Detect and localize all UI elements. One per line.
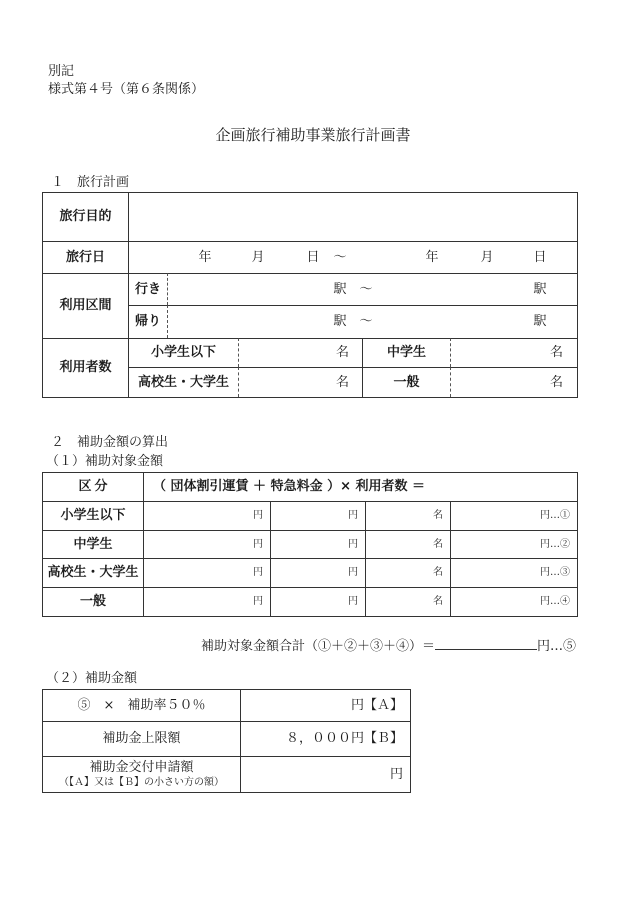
group-fare-cell: 円 <box>143 501 270 530</box>
end-month-unit: 月 <box>480 249 494 265</box>
route-return-field <box>167 305 577 338</box>
route-outbound-units <box>168 274 577 305</box>
subsidy-amount-table <box>42 689 411 793</box>
user-count-label: 利用者数 <box>42 338 128 397</box>
user-count-cell: 名 <box>365 501 450 530</box>
route-separator: ～ <box>359 281 373 297</box>
travel-date-row <box>42 241 577 273</box>
route-outbound-field <box>167 273 577 305</box>
person-unit: 名 <box>550 374 564 390</box>
route-return-label: 帰り <box>128 305 167 338</box>
subtotal-cell: 円…③ <box>450 558 577 587</box>
subsidy-target-row <box>42 530 577 558</box>
formula-column-header: （ 団体割引運賃 ＋ 特急料金 ）× 利用者数 ＝ <box>143 472 577 501</box>
subsidy-amount-body <box>42 689 410 792</box>
person-unit: 名 <box>335 345 349 360</box>
total-amount-blank <box>435 636 537 650</box>
user-category-junior-high: 中学生 <box>362 338 450 367</box>
travel-date-field <box>128 241 577 273</box>
travel-purpose-label: 旅行目的 <box>42 192 128 241</box>
subsidy-rate-label: ⑤ × 補助率５０％ <box>42 689 240 721</box>
travel-purpose-field <box>128 192 577 241</box>
form-number: 様式第４号（第６条関係） <box>48 82 205 97</box>
user-count-field-elementary <box>238 338 362 367</box>
subtotal-cell: 円…① <box>450 501 577 530</box>
row-category-label: 小学生以下 <box>42 501 143 530</box>
subsidy-target-header-row <box>42 472 577 501</box>
subsidy-cap-amount-cell: ８，０００円【Ｂ】 <box>240 721 410 756</box>
subsidy-target-row <box>42 587 577 616</box>
route-label: 利用区間 <box>42 273 128 338</box>
total-label: 補助対象金額合計（①＋②＋③＋④）＝ <box>200 639 435 654</box>
arrival-station-unit: 駅 <box>533 314 547 329</box>
travel-plan-table <box>42 192 578 398</box>
departure-station-unit: 駅 <box>333 281 347 297</box>
document-title: 企画旅行補助事業旅行計画書 <box>215 126 411 144</box>
start-day-unit: 日 <box>306 249 320 265</box>
subsidy-target-row <box>42 501 577 530</box>
express-fee-cell: 円 <box>270 587 365 616</box>
subsection-2-heading: （２）補助金額 <box>46 671 138 686</box>
express-fee-cell: 円 <box>270 501 365 530</box>
travel-date-units <box>129 242 577 273</box>
end-day-unit: 日 <box>533 249 547 265</box>
annex-label: 別記 <box>48 64 75 79</box>
subsidy-rate-amount-cell: 円【Ａ】 <box>240 689 410 721</box>
subsidy-target-body <box>42 472 577 616</box>
application-amount-label: 補助金交付申請額 <box>89 760 194 775</box>
group-fare-cell: 円 <box>143 530 270 558</box>
subsidy-cap-row <box>42 721 410 756</box>
subtotal-cell: 円…④ <box>450 587 577 616</box>
user-count-field-general <box>450 367 577 397</box>
section-1-heading: １ 旅行計画 <box>51 175 130 190</box>
user-category-high-school-university: 高校生・大学生 <box>128 367 238 397</box>
group-fare-cell: 円 <box>143 587 270 616</box>
row-category-label: 中学生 <box>42 530 143 558</box>
user-count-cell: 名 <box>365 530 450 558</box>
subsidy-target-table <box>42 472 578 617</box>
application-amount-cell: 円 <box>240 756 410 792</box>
travel-plan-body <box>42 192 577 397</box>
express-fee-cell: 円 <box>270 530 365 558</box>
subsidy-rate-row <box>42 689 410 721</box>
row-category-label: 一般 <box>42 587 143 616</box>
subsection-1-heading: （１）補助対象金額 <box>46 454 164 469</box>
user-count-cell: 名 <box>365 558 450 587</box>
person-unit: 名 <box>550 345 564 360</box>
application-amount-row <box>42 756 410 792</box>
route-outbound-row <box>42 273 577 305</box>
route-separator: ～ <box>359 314 373 329</box>
route-return-units <box>168 306 577 338</box>
user-category-elementary: 小学生以下 <box>128 338 238 367</box>
departure-station-unit: 駅 <box>333 314 347 329</box>
category-column-header: 区分 <box>42 472 143 501</box>
user-count-field-high-school-university <box>238 367 362 397</box>
application-amount-label-cell <box>42 756 240 792</box>
subtotal-cell: 円…② <box>450 530 577 558</box>
route-outbound-label: 行き <box>128 273 167 305</box>
travel-date-label: 旅行日 <box>42 241 128 273</box>
user-count-field-junior-high <box>450 338 577 367</box>
application-amount-note: （【Ａ】又は【Ｂ】の小さい方の額） <box>59 777 224 788</box>
subsidy-target-row <box>42 558 577 587</box>
group-fare-cell: 円 <box>143 558 270 587</box>
total-suffix: 円…⑤ <box>536 639 576 654</box>
subsidy-target-total <box>201 636 576 655</box>
date-range-separator: ～ <box>333 249 347 265</box>
row-category-label: 高校生・大学生 <box>42 558 143 587</box>
user-count-row-1 <box>42 338 577 367</box>
start-month-unit: 月 <box>251 249 265 265</box>
express-fee-cell: 円 <box>270 558 365 587</box>
subsidy-cap-label: 補助金上限額 <box>42 721 240 756</box>
start-year-unit: 年 <box>198 249 212 265</box>
arrival-station-unit: 駅 <box>533 281 547 297</box>
user-category-general: 一般 <box>362 367 450 397</box>
person-unit: 名 <box>335 374 349 390</box>
end-year-unit: 年 <box>425 249 439 265</box>
travel-purpose-row <box>42 192 577 241</box>
user-count-cell: 名 <box>365 587 450 616</box>
section-2-heading: ２ 補助金額の算出 <box>51 435 169 450</box>
